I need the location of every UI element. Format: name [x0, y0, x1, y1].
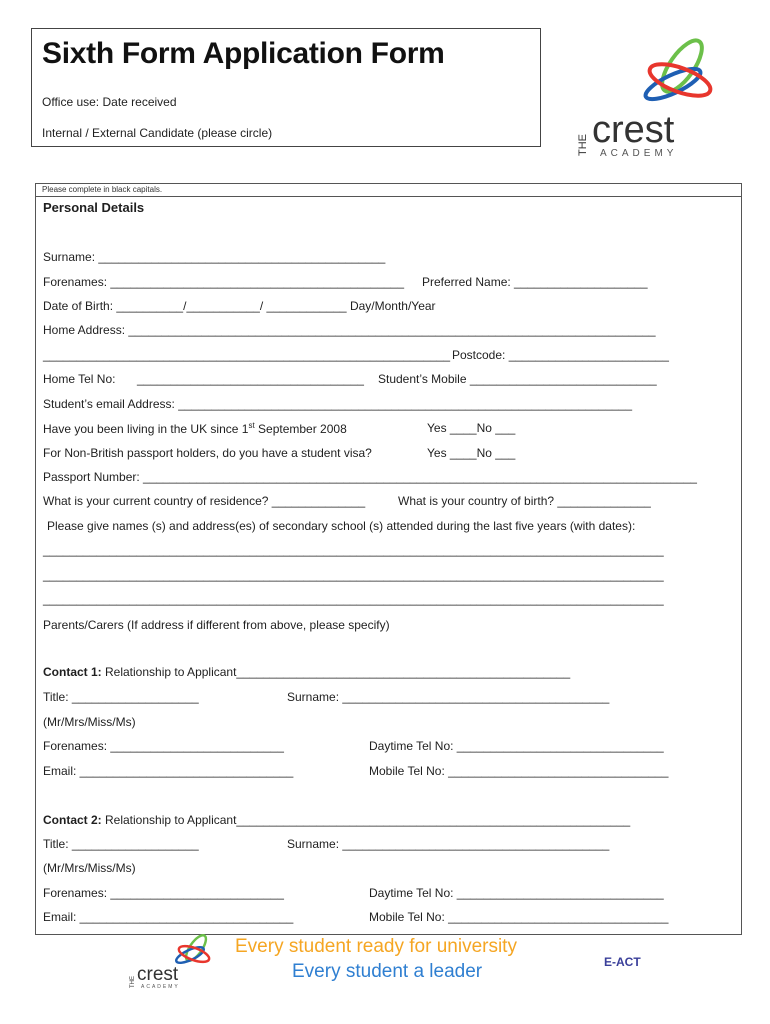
svg-text:THE: THE	[577, 134, 589, 156]
note-label: Please complete in black capitals.	[42, 185, 163, 194]
contact2-title-field[interactable]: Title: ___________________	[43, 837, 199, 851]
contact2-forenames-field[interactable]: Forenames: __________________________	[43, 886, 284, 900]
contact1-forenames-field[interactable]: Forenames: __________________________	[43, 739, 284, 753]
svg-text:crest: crest	[592, 109, 675, 151]
home-tel-field[interactable]: __________________________________	[137, 372, 364, 386]
contact1-mobile-tel-field[interactable]: Mobile Tel No: _________________________________	[369, 764, 669, 778]
residence-country-field[interactable]: What is your current country of residence? ______________	[43, 494, 366, 508]
schools-prompt: Please give names (s) and address(es) of secondary school (s) attended during the last five years (with dates):	[47, 519, 636, 533]
svg-text:crest: crest	[137, 964, 179, 985]
svg-text:THE: THE	[130, 976, 136, 988]
slogan-leader: Every student a leader	[292, 961, 483, 982]
contact1-title-field[interactable]: Title: ___________________	[43, 690, 199, 704]
birth-country-field[interactable]: What is your country of birth? ______________	[398, 494, 651, 508]
passport-number-field[interactable]: Passport Number: ___________________________________________________________________________________	[43, 470, 697, 484]
schools-line-2[interactable]: _____________________________________________________________________________________________	[43, 568, 664, 582]
contact2-daytime-tel-field[interactable]: Daytime Tel No: _______________________________	[369, 886, 664, 900]
svg-text:ACADEMY: ACADEMY	[141, 984, 180, 990]
contact2-email-field[interactable]: Email: ________________________________	[43, 910, 294, 924]
candidate-type-label: Internal / External Candidate (please circle)	[42, 126, 273, 140]
student-mobile-field[interactable]: Student’s Mobile ____________________________	[378, 372, 657, 386]
forenames-field[interactable]: Forenames: ____________________________________________	[43, 275, 405, 289]
office-use-label: Office use: Date received	[42, 95, 177, 109]
contact2-relationship[interactable]: Contact 2: Relationship to Applicant___________________________________________________________	[43, 813, 631, 827]
svg-text:ACADEMY: ACADEMY	[600, 148, 678, 159]
personal-details-box	[35, 183, 742, 935]
crest-academy-logo	[570, 32, 730, 162]
contact1-daytime-tel-field[interactable]: Daytime Tel No: _______________________________	[369, 739, 664, 753]
schools-line-3[interactable]: _____________________________________________________________________________________________	[43, 592, 664, 606]
footer-crest-logo	[126, 928, 221, 990]
home-address-field[interactable]: Home Address: _______________________________________________________________________________	[43, 323, 656, 337]
schools-line-1[interactable]: _____________________________________________________________________________________________	[43, 543, 664, 557]
page-title: Sixth Form Application Form	[42, 37, 445, 70]
student-visa-yes-no[interactable]: Yes ____No ___	[427, 446, 516, 460]
contact2-surname-field[interactable]: Surname: ________________________________________	[287, 837, 610, 851]
address-line-2[interactable]: _____________________________________________________________	[43, 348, 451, 362]
postcode-field[interactable]: Postcode: ________________________	[452, 348, 669, 362]
slogan-university: Every student ready for university	[235, 936, 517, 957]
title-box	[31, 28, 541, 147]
uk-residency-question: Have you been living in the UK since 1st September 2008	[43, 421, 347, 436]
student-visa-question: For Non-British passport holders, do you have a student visa?	[43, 446, 372, 460]
contact2-mobile-tel-field[interactable]: Mobile Tel No: _________________________________	[369, 910, 669, 924]
contact1-surname-field[interactable]: Surname: ________________________________________	[287, 690, 610, 704]
dob-field[interactable]: Date of Birth: __________/___________/ ____________ Day/Month/Year	[43, 299, 436, 313]
contact2-title-options: (Mr/Mrs/Miss/Ms)	[43, 861, 136, 875]
note-strip	[36, 184, 741, 197]
preferred-name-field[interactable]: Preferred Name: ____________________	[422, 275, 648, 289]
parents-carers-label: Parents/Carers (If address if different from above, please specify)	[43, 618, 390, 632]
student-email-field[interactable]: Student’s email Address: ____________________________________________________________________	[43, 397, 633, 411]
section-title: Personal Details	[43, 200, 145, 215]
eact-logo-text: E-ACT	[604, 955, 641, 969]
contact1-relationship[interactable]: Contact 1: Relationship to Applicant__________________________________________________	[43, 665, 571, 679]
contact1-title-options: (Mr/Mrs/Miss/Ms)	[43, 715, 136, 729]
uk-residency-yes-no[interactable]: Yes ____No ___	[427, 421, 516, 435]
contact1-email-field[interactable]: Email: ________________________________	[43, 764, 294, 778]
surname-field[interactable]: Surname: ___________________________________________	[43, 250, 386, 264]
home-tel-label: Home Tel No:	[43, 372, 116, 386]
